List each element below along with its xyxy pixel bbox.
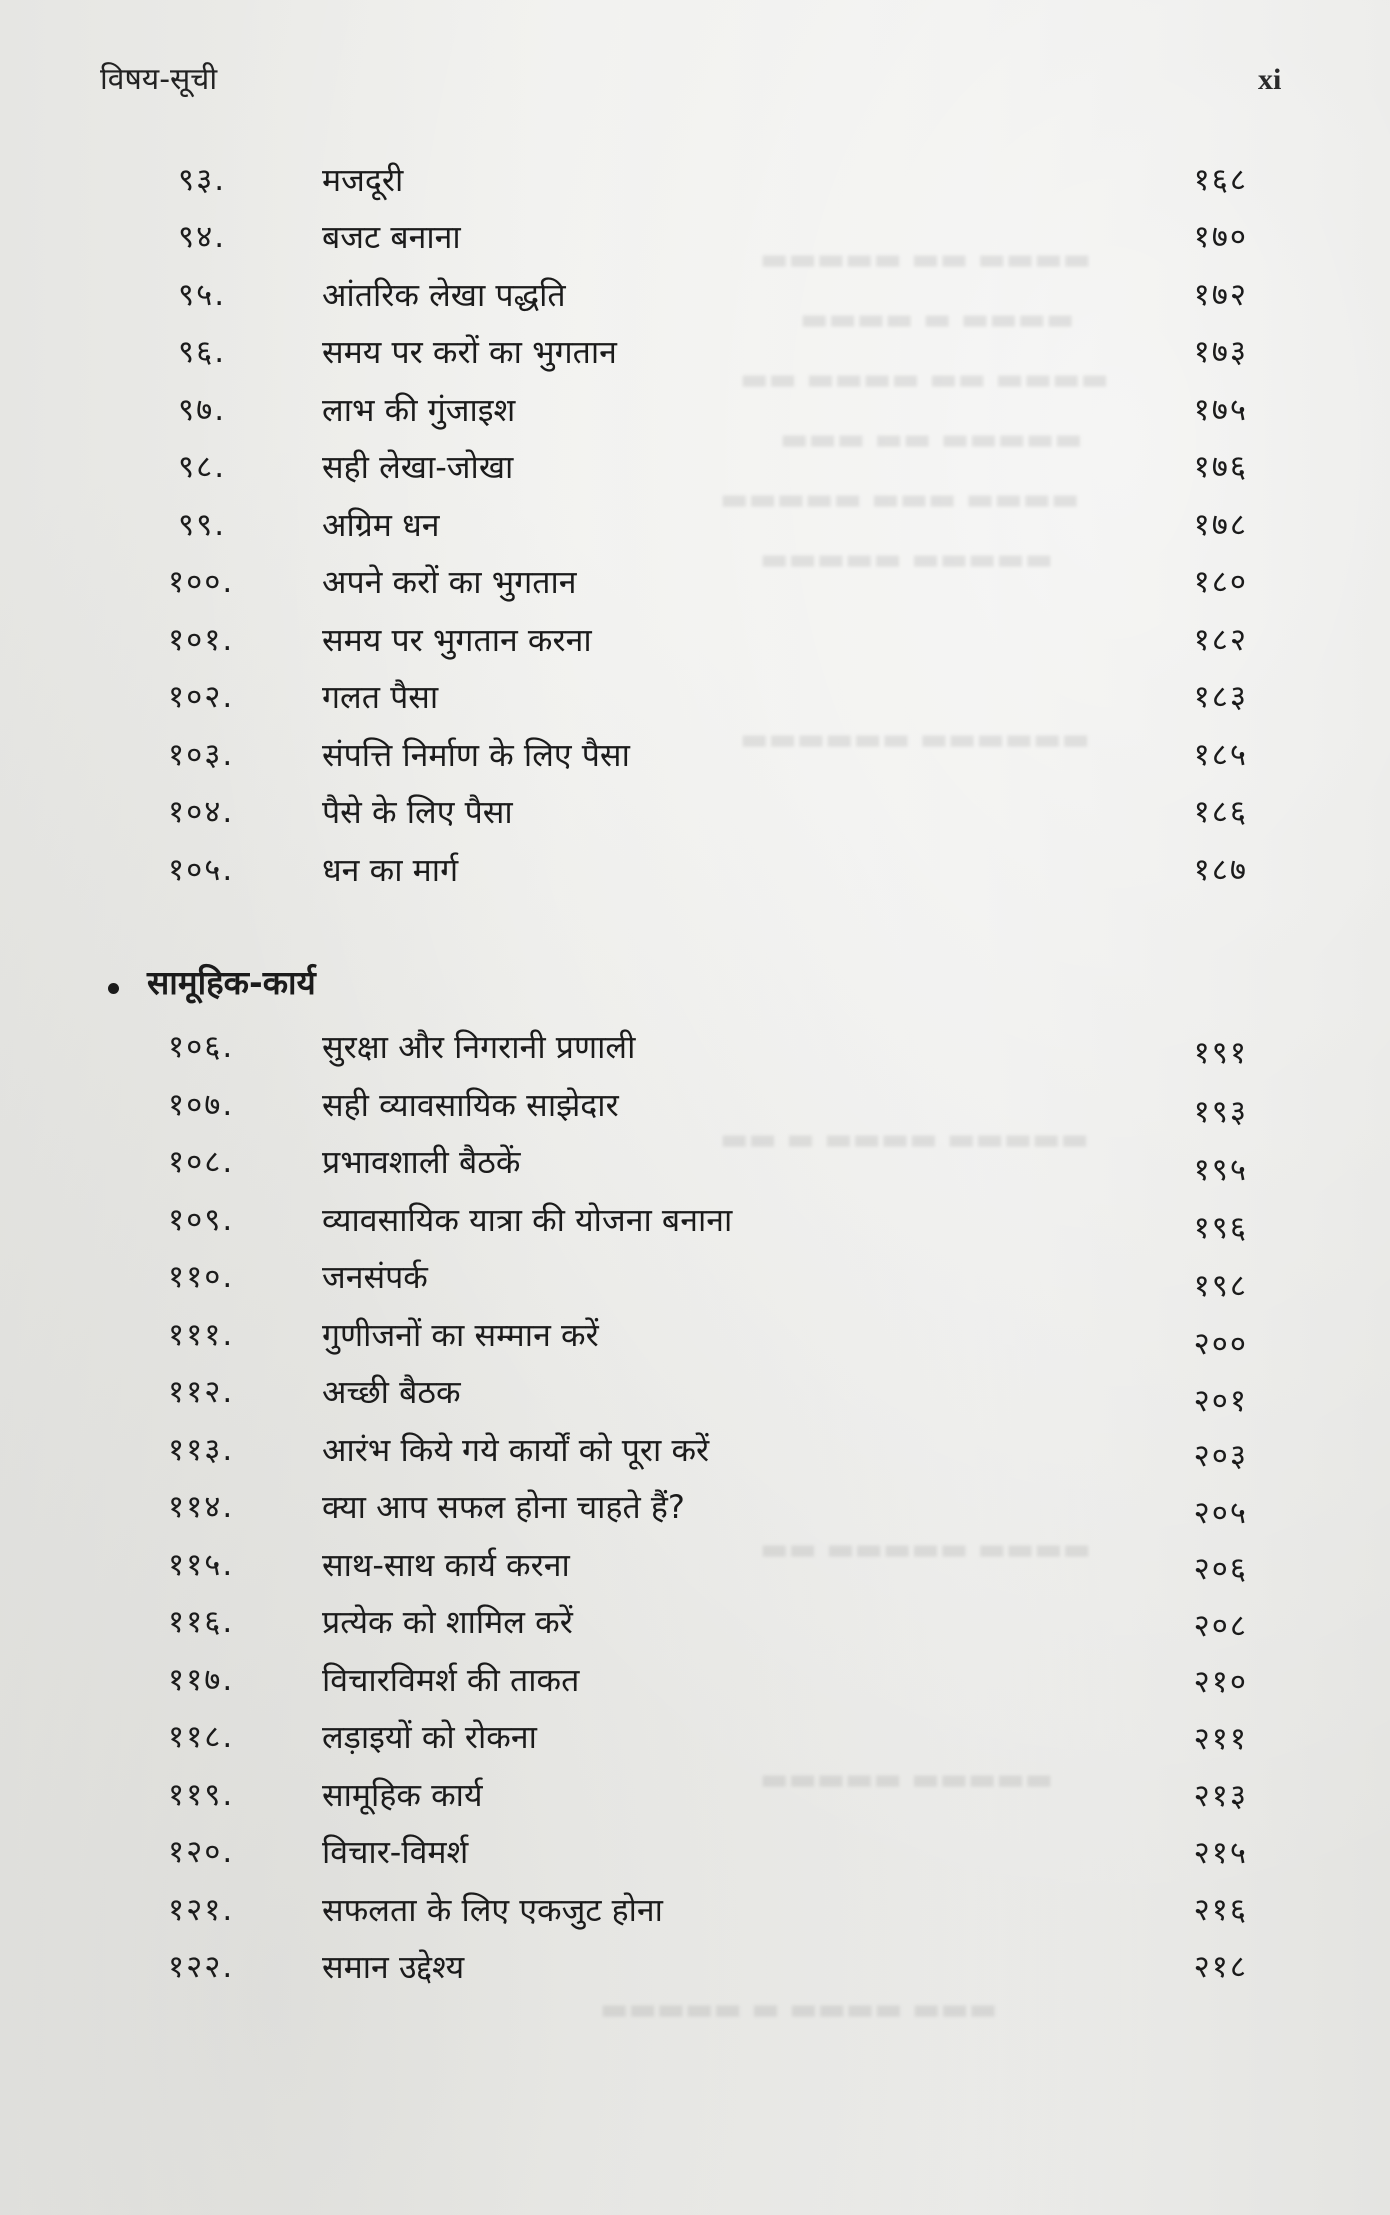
toc-entry[interactable] — [0, 212, 1390, 262]
toc-entry[interactable] — [0, 1137, 1390, 1187]
entry-page: २०६ — [1193, 1551, 1248, 1587]
entry-number: ९३. — [178, 162, 227, 198]
toc-entry[interactable] — [0, 1482, 1390, 1532]
entry-page: २०१ — [1193, 1383, 1248, 1419]
toc-entry[interactable] — [0, 1655, 1390, 1705]
entry-title: पैसे के लिए पैसा — [322, 793, 513, 831]
entry-page: १८२ — [1193, 622, 1248, 658]
toc-entry[interactable] — [0, 1597, 1390, 1647]
entry-number: १११. — [168, 1317, 235, 1353]
entry-number: १०८. — [168, 1144, 235, 1180]
entry-number: ११७. — [168, 1662, 235, 1698]
entry-number: ११६. — [168, 1604, 235, 1640]
entry-page: १८६ — [1193, 794, 1248, 830]
entry-number: १०३. — [168, 737, 235, 773]
entry-page: १८७ — [1193, 852, 1248, 888]
toc-entry[interactable] — [0, 1022, 1390, 1072]
toc-entry[interactable] — [0, 845, 1390, 895]
entry-page: २११ — [1193, 1721, 1248, 1757]
entry-number: ९४. — [178, 219, 227, 255]
bleed-through-text: ▬▬▬▬ ▬ ▬▬▬▬ — [800, 302, 1075, 337]
bleed-through-text: ▬▬▬▬▬ ▬▬ ▬▬▬ — [780, 422, 1083, 457]
toc-entry[interactable] — [0, 1712, 1390, 1762]
entry-page: २०५ — [1193, 1495, 1248, 1531]
bullet-icon — [108, 983, 119, 994]
entry-page: १९३ — [1193, 1094, 1248, 1130]
entry-page: २०८ — [1193, 1608, 1248, 1644]
entry-title: प्रत्येक को शामिल करें — [322, 1603, 573, 1641]
entry-page: १९१ — [1193, 1035, 1248, 1071]
toc-entry[interactable] — [0, 730, 1390, 780]
bleed-through-text: ▬▬▬▬▬ ▬▬▬▬▬ — [760, 542, 1053, 577]
entry-title: आरंभ किये गये कार्यों को पूरा करें — [322, 1431, 710, 1469]
toc-entry[interactable] — [0, 442, 1390, 492]
entry-page: १९८ — [1193, 1268, 1248, 1304]
entry-number: १२२. — [168, 1949, 235, 1985]
entry-title: संपत्ति निर्माण के लिए पैसा — [322, 736, 630, 774]
entry-page: २१३ — [1193, 1778, 1248, 1814]
toc-entry[interactable] — [0, 1195, 1390, 1245]
entry-title: व्यावसायिक यात्रा की योजना बनाना — [322, 1201, 733, 1239]
entry-title: विचारविमर्श की ताकत — [322, 1661, 580, 1699]
entry-number: ९९. — [178, 507, 227, 543]
entry-title: समान उद्देश्य — [322, 1948, 465, 1986]
toc-entry[interactable] — [0, 327, 1390, 377]
entry-page: २०३ — [1193, 1438, 1248, 1474]
entry-number: १०९. — [168, 1202, 235, 1238]
entry-page: १७२ — [1193, 277, 1248, 313]
entry-title: गलत पैसा — [322, 678, 439, 716]
entry-page: १७३ — [1193, 334, 1248, 370]
bleed-through-text: ▬▬▬▬▬▬ ▬▬▬▬▬▬ — [740, 722, 1090, 757]
entry-title: साथ-साथ कार्य करना — [322, 1546, 570, 1584]
toc-entry[interactable] — [0, 1885, 1390, 1935]
entry-title: सही लेखा-जोखा — [322, 448, 514, 486]
entry-page: १६८ — [1193, 162, 1248, 198]
bleed-through-text: ▬▬▬▬ ▬▬▬ ▬▬▬▬▬ — [720, 482, 1080, 517]
entry-title: प्रभावशाली बैठकें — [322, 1143, 521, 1181]
section-heading — [100, 958, 700, 1008]
bleed-through-text: ▬▬▬▬ ▬▬▬▬▬ ▬▬ — [760, 1532, 1091, 1567]
entry-page: १७५ — [1193, 392, 1248, 428]
entry-page: २१६ — [1193, 1892, 1248, 1928]
entry-page: २१५ — [1193, 1835, 1248, 1871]
entry-title: अग्रिम धन — [322, 506, 440, 544]
page-number-folio: xi — [1258, 63, 1282, 96]
entry-number: १०१. — [168, 622, 235, 658]
toc-entry[interactable] — [0, 385, 1390, 435]
toc-entry[interactable] — [0, 672, 1390, 722]
entry-title: विचार-विमर्श — [322, 1833, 469, 1871]
entry-title: अच्छी बैठक — [322, 1373, 461, 1411]
toc-entry[interactable] — [0, 1540, 1390, 1590]
toc-entry[interactable] — [0, 1425, 1390, 1475]
entry-number: ११४. — [168, 1489, 235, 1525]
entry-title: सही व्यावसायिक साझेदार — [322, 1086, 619, 1124]
entry-title: सामूहिक कार्य — [322, 1776, 483, 1814]
toc-entry[interactable] — [0, 1367, 1390, 1417]
entry-number: ११०. — [168, 1259, 235, 1295]
entry-number: ११९. — [168, 1777, 235, 1813]
entry-title: क्या आप सफल होना चाहते हैं? — [322, 1488, 685, 1526]
entry-number: ९६. — [178, 334, 227, 370]
entry-number: ११८. — [168, 1719, 235, 1755]
entry-number: १०५. — [168, 852, 235, 888]
bleed-through-text: ▬▬▬▬ ▬▬ ▬▬▬▬▬ — [760, 242, 1091, 277]
entry-title: समय पर करों का भुगतान — [322, 333, 617, 371]
toc-entry[interactable] — [0, 155, 1390, 205]
bleed-through-text: ▬▬▬ ▬▬▬▬ ▬ ▬▬▬▬▬ — [600, 1992, 998, 2027]
entry-page: १७८ — [1193, 507, 1248, 543]
entry-title: समय पर भुगतान करना — [322, 621, 592, 659]
entry-title: बजट बनाना — [322, 218, 461, 256]
bleed-through-text: ▬▬▬▬ ▬▬ ▬▬▬▬ ▬▬ — [740, 362, 1109, 397]
section-heading-title: सामूहिक-कार्य — [147, 963, 316, 1002]
entry-number: १०६. — [168, 1029, 235, 1065]
entry-title: लाभ की गुंजाइश — [322, 391, 516, 429]
entry-page: १९६ — [1193, 1210, 1248, 1246]
entry-page: १९५ — [1193, 1152, 1248, 1188]
entry-title: धन का मार्ग — [322, 851, 459, 889]
toc-entry[interactable] — [0, 1827, 1390, 1877]
entry-number: १००. — [168, 564, 235, 600]
toc-entry[interactable] — [0, 615, 1390, 665]
entry-number: ११२. — [168, 1374, 235, 1410]
entry-number: ११३. — [168, 1432, 235, 1468]
entry-number: ११५. — [168, 1547, 235, 1583]
toc-entry[interactable] — [0, 1252, 1390, 1302]
entry-page: १७६ — [1193, 449, 1248, 485]
toc-entry[interactable] — [0, 1770, 1390, 1820]
entry-title: सफलता के लिए एकजुट होना — [322, 1891, 663, 1929]
entry-page: १८० — [1193, 564, 1248, 600]
entry-title: गुणीजनों का सम्मान करें — [322, 1316, 599, 1354]
toc-entry[interactable] — [0, 270, 1390, 320]
entry-number: ९५. — [178, 277, 227, 313]
entry-page: २१० — [1193, 1664, 1248, 1700]
toc-entry[interactable] — [0, 1310, 1390, 1360]
entry-title: मजदूरी — [322, 161, 404, 199]
bleed-through-text: ▬▬▬▬▬ ▬▬▬▬ ▬ ▬▬ — [720, 1122, 1089, 1157]
bleed-through-text: ▬▬▬▬▬ ▬▬▬▬▬ — [760, 1762, 1053, 1797]
entry-number: १०२. — [168, 679, 235, 715]
entry-number: १२०. — [168, 1834, 235, 1870]
entry-number: ९७. — [178, 392, 227, 428]
entry-page: १८५ — [1193, 737, 1248, 773]
entry-page: १८३ — [1193, 679, 1248, 715]
toc-entry[interactable] — [0, 1080, 1390, 1130]
entry-number: १०४. — [168, 794, 235, 830]
entry-page: २१८ — [1193, 1949, 1248, 1985]
entry-number: ९८. — [178, 449, 227, 485]
toc-entry[interactable] — [0, 787, 1390, 837]
entry-number: १०७. — [168, 1087, 235, 1123]
entry-number: १२१. — [168, 1892, 235, 1928]
entry-title: जनसंपर्क — [322, 1258, 428, 1296]
entry-title: सुरक्षा और निगरानी प्रणाली — [322, 1028, 636, 1066]
entry-page: १७० — [1193, 219, 1248, 255]
running-head-title: विषय-सूची — [100, 62, 218, 97]
toc-entry[interactable] — [0, 1942, 1390, 1992]
toc-entry[interactable] — [0, 500, 1390, 550]
entry-title: लड़ाइयों को रोकना — [322, 1718, 537, 1756]
entry-page: २०० — [1193, 1326, 1248, 1362]
toc-entry[interactable] — [0, 557, 1390, 607]
entry-title: आंतरिक लेखा पद्धति — [322, 276, 566, 314]
entry-title: अपने करों का भुगतान — [322, 563, 577, 601]
